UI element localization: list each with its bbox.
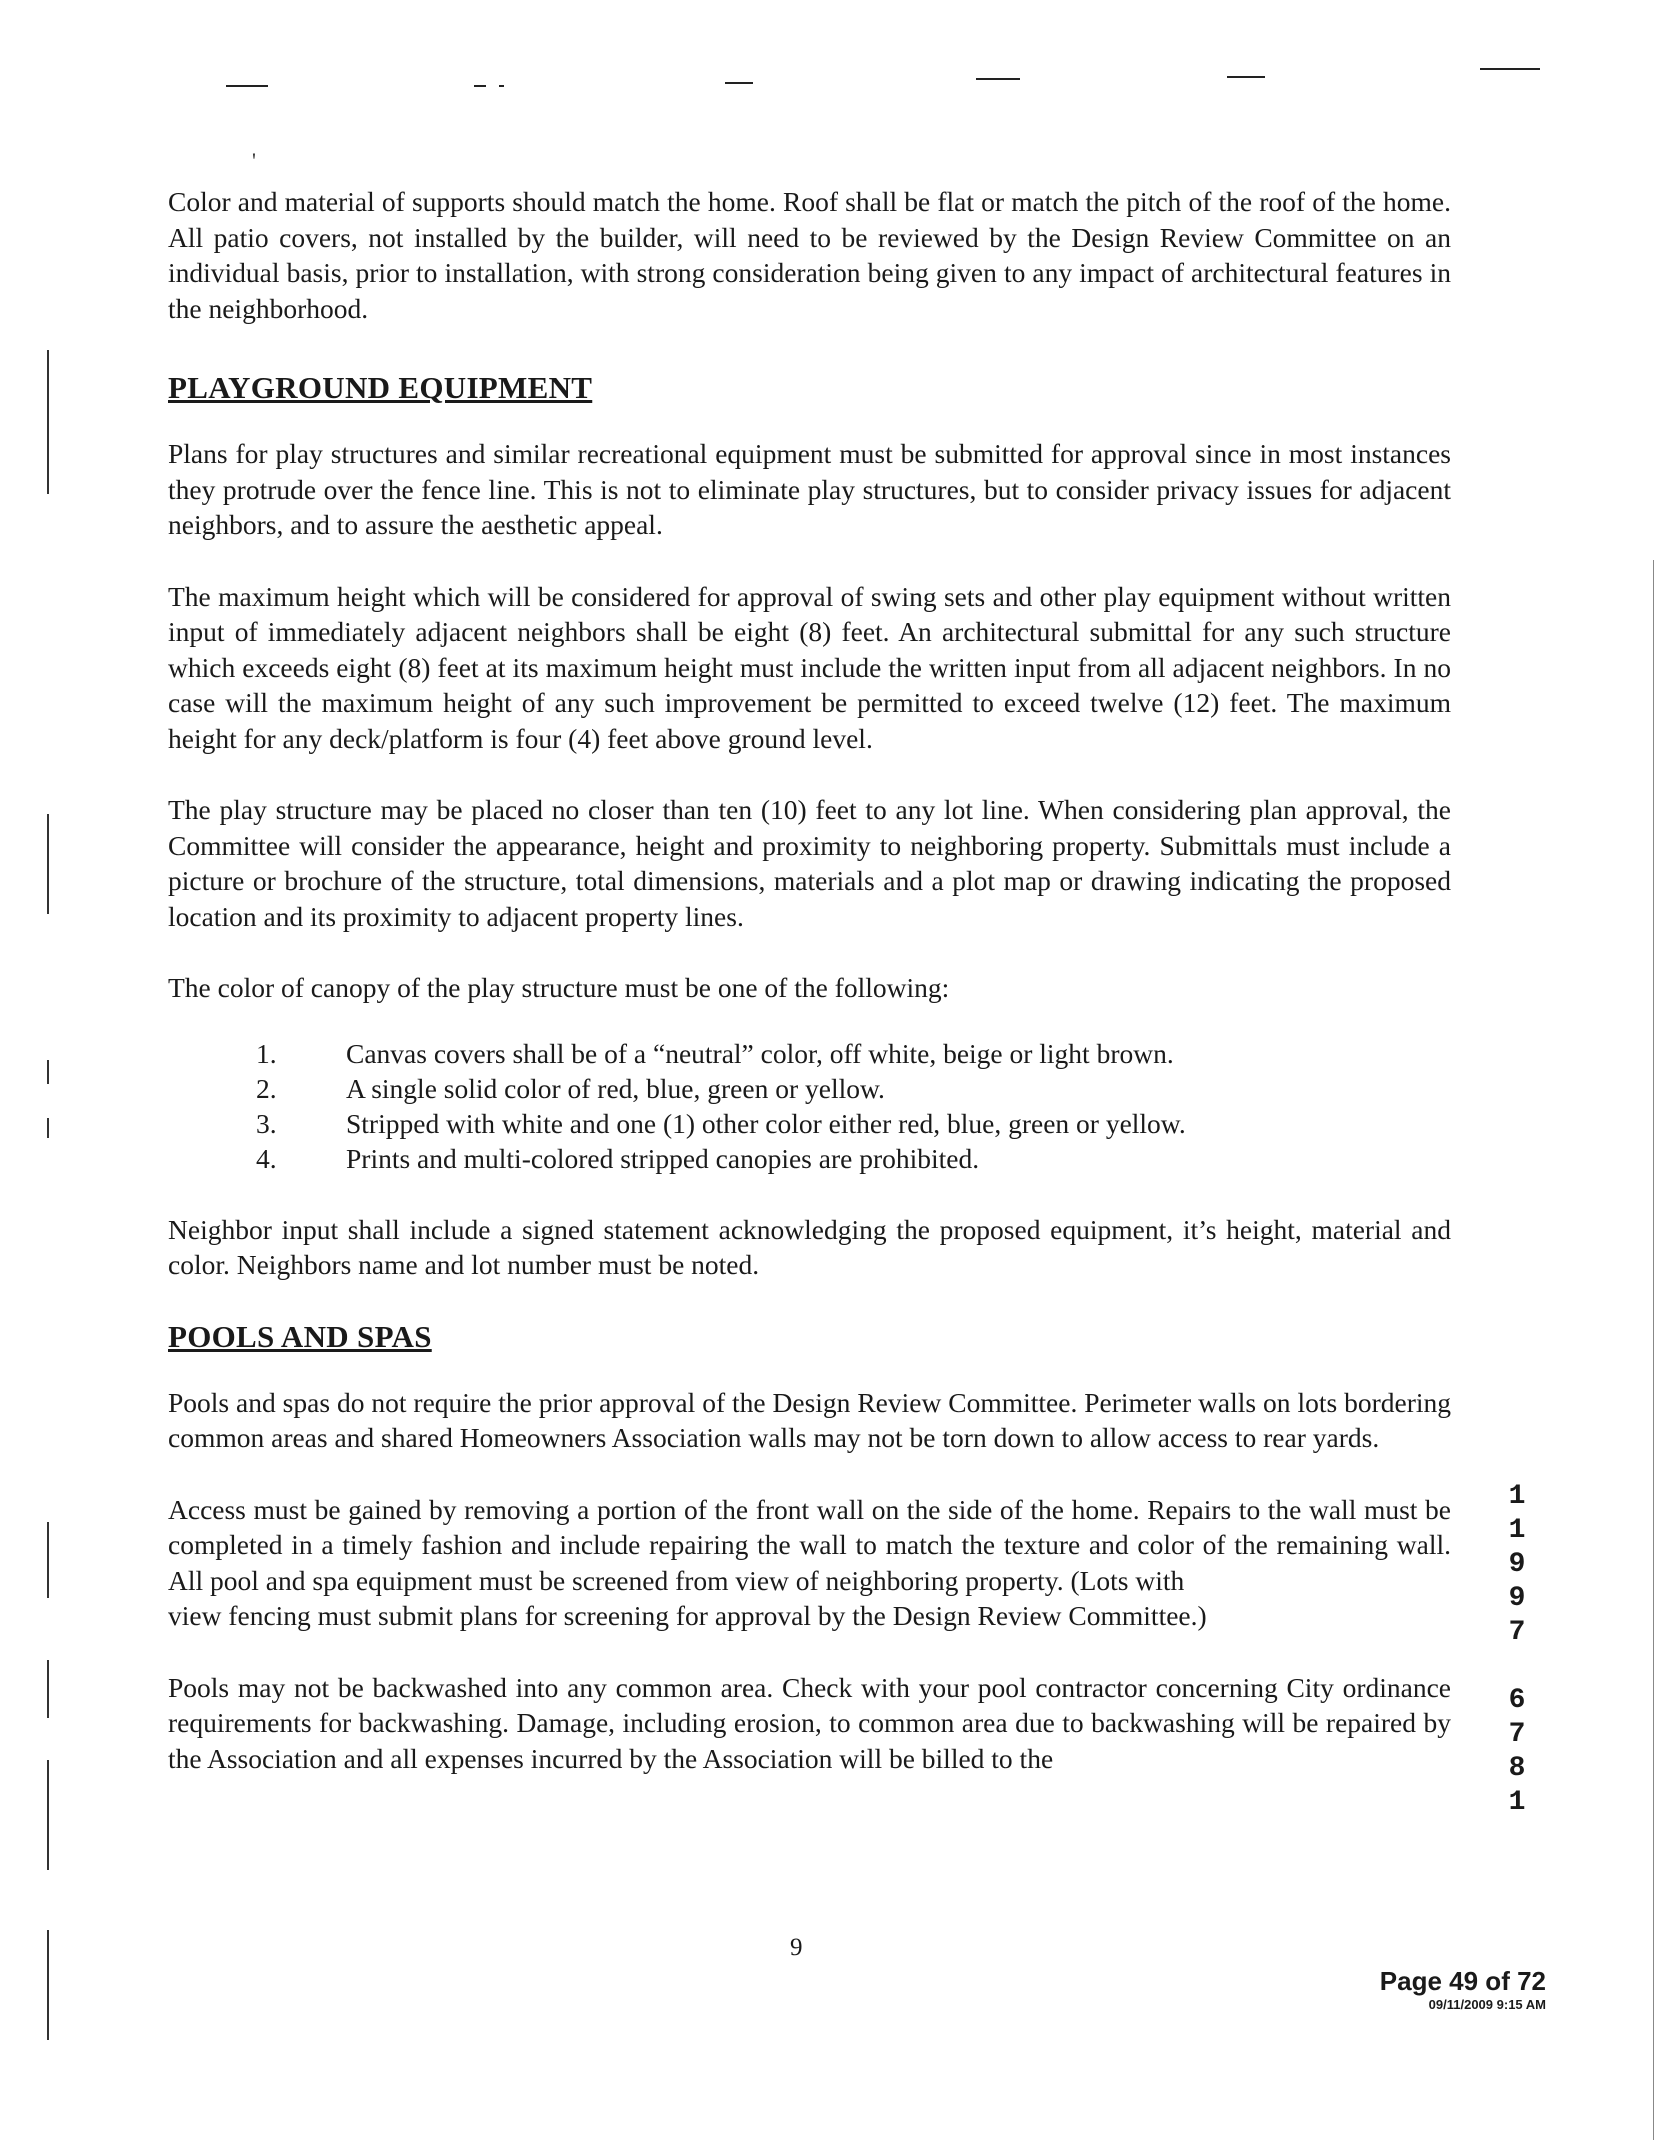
scan-dash — [725, 82, 753, 84]
margin-mark — [47, 1060, 49, 1084]
list-number: 2. — [256, 1072, 277, 1104]
playground-paragraph-5: Neighbor input shall include a signed statement acknowledging the proposed equipment, it’s height, material and color. Neighbors name and lot number must be noted. — [168, 1213, 1451, 1280]
list-item — [168, 1141, 1451, 1176]
scan-dash — [474, 85, 486, 87]
intro-paragraph: Color and material of supports should match the home. Roof shall be flat or match the pitch of the roof of the home. All patio covers, not installed by the builder, will need to be reviewed by the Design Review Committee on an individual basis, prior to installation, with strong consideration being given to any impact of architectural features in the neighborhood. — [168, 186, 1451, 324]
list-text: Stripped with white and one (1) other color either red, blue, green or yellow. — [346, 1107, 1186, 1139]
recording-number — [1503, 1480, 1531, 1820]
playground-paragraph-1: Plans for play structures and similar recreational equipment must be submitted for approval since in most instances they protrude over the fence line. This is not to eliminate play structures, but to consider privacy issues for adjacent neighbors, and to assure the aesthetic appeal. — [168, 438, 1451, 540]
scan-dash — [976, 78, 1020, 80]
playground-paragraph-2: The maximum height which will be considered for approval of swing sets and other play equipment without written input of immediately adjacent neighbors shall be eight (8) feet. An architectural submittal for any such structure which exceeds eight (8) feet at its maximum height must include the written input from all adjacent neighbors. In no case will the maximum height of any such improvement be permitted to exceed twelve (12) feet. The maximum height for any deck/platform is four (4) feet above ground level. — [168, 580, 1451, 754]
scan-dash — [1227, 76, 1265, 78]
margin-mark — [47, 350, 49, 494]
canopy-color-list — [168, 1036, 1451, 1176]
margin-mark — [47, 1930, 49, 2040]
scan-dash — [499, 85, 504, 87]
page-number: 9 — [790, 1934, 803, 1961]
list-item — [168, 1071, 1451, 1106]
scan-speck: ' — [252, 148, 256, 173]
margin-mark — [47, 814, 49, 914]
page-stamp — [1364, 1966, 1546, 2014]
playground-paragraph-3: The play structure may be placed no closer than ten (10) feet to any lot line. When considering plan approval, the Committee will consider the appearance, height and proximity to neighboring property. Submittals must include a picture or brochure of the structure, total dimensions, materials and a plot map or drawing indicating the proposed location and its proximity to adjacent property lines. — [168, 794, 1451, 932]
recording-digit: 7 — [1508, 1719, 1526, 1750]
pools-paragraph-2b: view fencing must submit plans for screening for approval by the Design Review Committee.) — [168, 1600, 1207, 1631]
margin-mark — [47, 1660, 49, 1718]
stamp-page: Page 49 of 72 — [1379, 1966, 1546, 1996]
margin-mark — [47, 1118, 49, 1138]
list-text: Canvas covers shall be of a “neutral” color, off white, beige or light brown. — [346, 1037, 1174, 1069]
scan-edge — [1653, 560, 1654, 2140]
list-item — [168, 1106, 1451, 1141]
list-text: Prints and multi-colored stripped canopies are prohibited. — [346, 1142, 980, 1174]
list-number: 3. — [256, 1107, 277, 1139]
playground-paragraph-4: The color of canopy of the play structure must be one of the following: — [168, 972, 950, 1003]
margin-mark — [47, 1760, 49, 1870]
recording-gap — [1503, 1650, 1531, 1684]
recording-digit: 9 — [1508, 1583, 1526, 1614]
pools-paragraph-2a: Access must be gained by removing a portion of the front wall on the side of the home. Repairs to the wall must be completed in a timely fashion and include repairing the wall to match the texture and color of the remaining wall. All pool and spa equipment must be screened from view of neighboring property. (Lots with — [168, 1493, 1451, 1596]
recording-digit: 9 — [1508, 1549, 1526, 1580]
recording-digit: 1 — [1508, 1787, 1526, 1818]
list-text: A single solid color of red, blue, green or yellow. — [346, 1072, 885, 1104]
pools-paragraph-1: Pools and spas do not require the prior approval of the Design Review Committee. Perimeter walls on lots bordering common areas and shared Homeowners Association walls may not be torn down to allow access to rear yards. — [168, 1386, 1451, 1453]
recording-digit: 6 — [1508, 1685, 1526, 1716]
margin-mark — [47, 1522, 49, 1598]
list-number: 4. — [256, 1142, 277, 1174]
pools-heading: POOLS AND SPAS — [168, 1318, 432, 1354]
recording-digit: 7 — [1508, 1617, 1526, 1648]
pools-paragraph-3: Pools may not be backwashed into any common area. Check with your pool contractor concerning City ordinance requirements for backwashing. Damage, including erosion, to common area due to backwashing will be repaired by the Association and all expenses incurred by the Association will be billed to the — [168, 1671, 1451, 1774]
document-body — [168, 184, 1451, 1776]
list-number: 1. — [256, 1037, 277, 1069]
recording-digit: 1 — [1508, 1515, 1526, 1546]
list-item — [168, 1036, 1451, 1071]
playground-heading: PLAYGROUND EQUIPMENT — [168, 370, 593, 405]
recording-digit: 1 — [1508, 1481, 1526, 1512]
scan-dash — [226, 85, 268, 87]
scan-dash — [1480, 68, 1540, 70]
recording-digit: 8 — [1508, 1753, 1526, 1784]
stamp-date: 09/11/2009 9:15 AM — [1428, 1997, 1546, 2012]
